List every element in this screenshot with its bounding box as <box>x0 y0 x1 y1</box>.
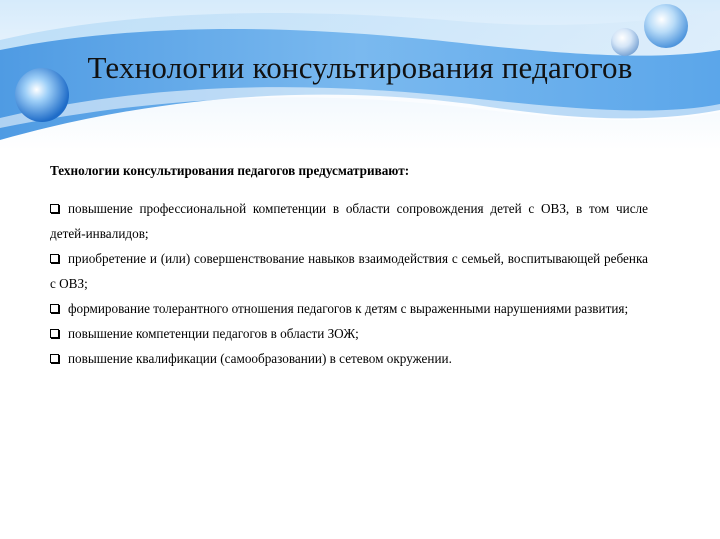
intro-text: Технологии консультирования педагогов предусматривают: <box>50 163 410 178</box>
decorative-sphere-right <box>644 4 688 48</box>
list-item <box>50 346 648 371</box>
list-item <box>50 296 648 321</box>
list-item-text: повышение компетенции педагогов в области ЗОЖ; <box>68 326 359 341</box>
list-item <box>50 196 648 246</box>
checkbox-bullet-icon <box>50 329 59 338</box>
checkbox-bullet-icon <box>50 304 59 313</box>
checkbox-bullet-icon <box>50 204 59 213</box>
list-item <box>50 321 648 346</box>
list-item-text: приобретение и (или) совершенствование навыков взаимодействия с семьей, воспитывающей ребенка с ОВЗ; <box>50 251 648 291</box>
slide-title: Технологии консультирования педагогов <box>87 50 633 85</box>
list-item-text: повышение профессиональной компетенции в области сопровождения детей с ОВЗ, в том числе детей-инвалидов; <box>50 201 648 241</box>
checkbox-bullet-icon <box>50 354 59 363</box>
list-item-text: повышение квалификации (самообразовании) в сетевом окружении. <box>68 351 452 366</box>
list-item <box>50 246 648 296</box>
list-item-text: формирование толерантного отношения педагогов к детям с выраженными нарушениями развития; <box>68 301 629 316</box>
checkbox-bullet-icon <box>50 254 59 263</box>
slide-body <box>50 158 648 371</box>
